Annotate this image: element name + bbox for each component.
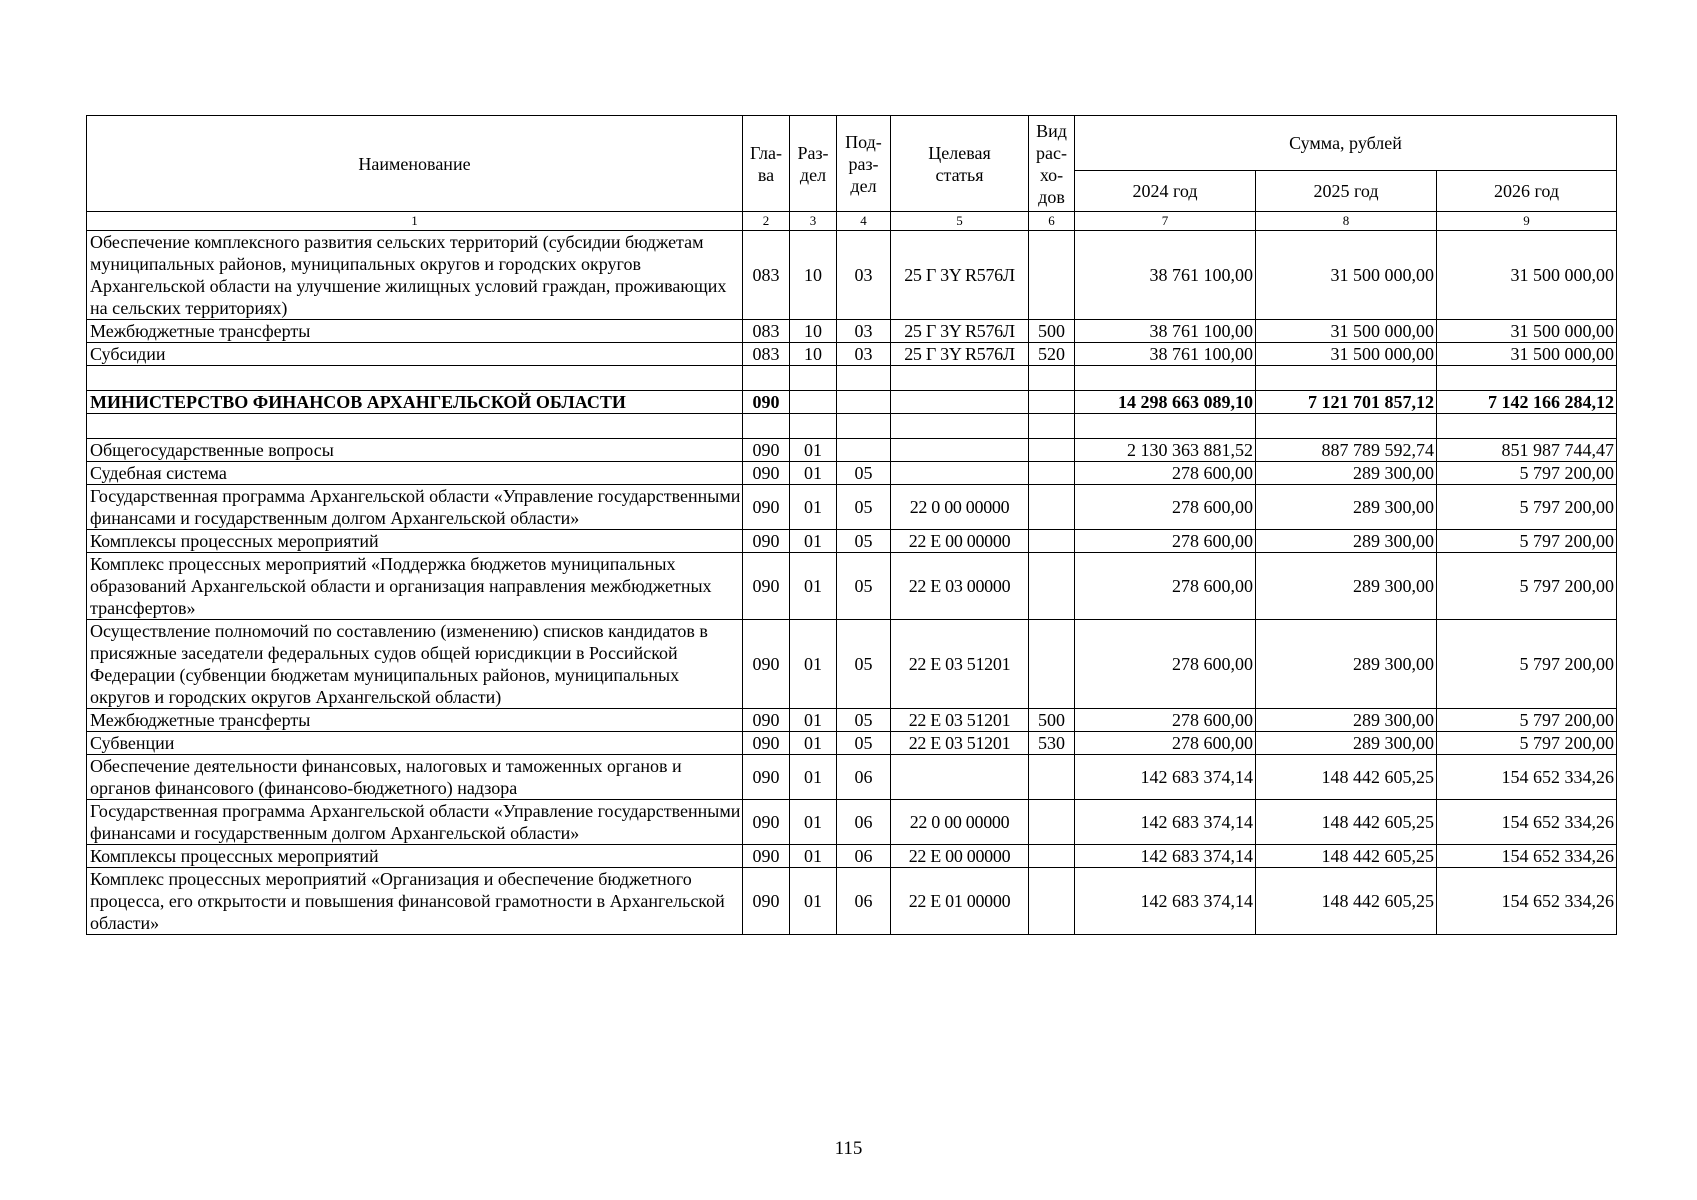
cell-razdel — [790, 366, 837, 391]
header-year-2025: 2025 год — [1256, 171, 1437, 212]
cell-expense-type — [1029, 553, 1075, 620]
cell-2025 — [1256, 366, 1437, 391]
table-row — [87, 343, 1617, 366]
cell-2026 — [1437, 414, 1617, 439]
cell-name: Комплекс процессных мероприятий «Организация и обеспечение бюджетного процесса, его открытости и повышения финансовой грамотности в Архангельской области» — [87, 868, 743, 935]
cell-razdel: 01 — [790, 755, 837, 800]
cell-expense-type — [1029, 391, 1075, 414]
cell-expense-type — [1029, 530, 1075, 553]
cell-podrazdel: 05 — [837, 620, 891, 709]
cell-target-article: 22 0 00 00000 — [891, 485, 1029, 530]
cell-razdel: 01 — [790, 868, 837, 935]
table-row — [87, 462, 1617, 485]
cell-2026 — [1437, 366, 1617, 391]
cell-razdel: 01 — [790, 553, 837, 620]
cell-2025: 7 121 701 857,12 — [1256, 391, 1437, 414]
cell-target-article — [891, 755, 1029, 800]
cell-expense-type: 520 — [1029, 343, 1075, 366]
cell-razdel: 10 — [790, 343, 837, 366]
cell-glava: 090 — [743, 485, 790, 530]
cell-2025: 289 300,00 — [1256, 485, 1437, 530]
table-row — [87, 620, 1617, 709]
cell-name: Комплексы процессных мероприятий — [87, 845, 743, 868]
cell-name: Субвенции — [87, 732, 743, 755]
cell-podrazdel — [837, 414, 891, 439]
cell-razdel: 01 — [790, 530, 837, 553]
cell-target-article: 22 0 00 00000 — [891, 800, 1029, 845]
cell-2024: 142 683 374,14 — [1075, 755, 1256, 800]
cell-2024: 278 600,00 — [1075, 732, 1256, 755]
cell-glava: 090 — [743, 462, 790, 485]
cell-glava: 090 — [743, 391, 790, 414]
cell-target-article — [891, 414, 1029, 439]
cell-2026: 31 500 000,00 — [1437, 231, 1617, 320]
cell-podrazdel — [837, 439, 891, 462]
cell-podrazdel: 05 — [837, 709, 891, 732]
cell-target-article: 22 Е 03 51201 — [891, 732, 1029, 755]
cell-razdel: 01 — [790, 462, 837, 485]
cell-expense-type — [1029, 439, 1075, 462]
cell-razdel — [790, 391, 837, 414]
budget-table — [86, 115, 1617, 935]
cell-podrazdel: 03 — [837, 231, 891, 320]
cell-glava: 090 — [743, 868, 790, 935]
table-row — [87, 485, 1617, 530]
cell-2026: 154 652 334,26 — [1437, 845, 1617, 868]
cell-name: Общегосударственные вопросы — [87, 439, 743, 462]
cell-2026: 7 142 166 284,12 — [1437, 391, 1617, 414]
cell-expense-type — [1029, 414, 1075, 439]
cell-glava: 090 — [743, 755, 790, 800]
column-number: 5 — [891, 212, 1029, 231]
table-row — [87, 732, 1617, 755]
column-number: 6 — [1029, 212, 1075, 231]
cell-2025 — [1256, 414, 1437, 439]
table-row-blank — [87, 366, 1617, 391]
cell-2024: 2 130 363 881,52 — [1075, 439, 1256, 462]
cell-name: Комплекс процессных мероприятий «Поддержка бюджетов муниципальных образований Архангельской области и организация направления межбюджетных трансфертов» — [87, 553, 743, 620]
column-number: 1 — [87, 212, 743, 231]
cell-name: МИНИСТЕРСТВО ФИНАНСОВ АРХАНГЕЛЬСКОЙ ОБЛАСТИ — [87, 391, 743, 414]
table-row — [87, 553, 1617, 620]
cell-2024: 38 761 100,00 — [1075, 231, 1256, 320]
header-year-2024: 2024 год — [1075, 171, 1256, 212]
cell-expense-type — [1029, 485, 1075, 530]
cell-2026: 5 797 200,00 — [1437, 709, 1617, 732]
cell-name: Обеспечение деятельности финансовых, налоговых и таможенных органов и органов финансового (финансово-бюджетного) надзора — [87, 755, 743, 800]
cell-target-article — [891, 462, 1029, 485]
cell-2025: 289 300,00 — [1256, 530, 1437, 553]
table-row — [87, 845, 1617, 868]
table-row — [87, 231, 1617, 320]
cell-expense-type — [1029, 231, 1075, 320]
cell-glava: 083 — [743, 320, 790, 343]
cell-2026: 31 500 000,00 — [1437, 320, 1617, 343]
cell-target-article — [891, 439, 1029, 462]
cell-glava: 083 — [743, 231, 790, 320]
cell-razdel: 01 — [790, 439, 837, 462]
cell-target-article: 22 Е 00 00000 — [891, 845, 1029, 868]
table-row-blank — [87, 414, 1617, 439]
cell-razdel: 01 — [790, 800, 837, 845]
cell-podrazdel: 06 — [837, 800, 891, 845]
cell-name: Межбюджетные трансферты — [87, 320, 743, 343]
cell-2025: 289 300,00 — [1256, 620, 1437, 709]
table-body — [87, 231, 1617, 935]
cell-expense-type: 530 — [1029, 732, 1075, 755]
cell-expense-type — [1029, 620, 1075, 709]
table-header — [87, 116, 1617, 231]
cell-2026: 5 797 200,00 — [1437, 485, 1617, 530]
cell-podrazdel: 05 — [837, 553, 891, 620]
cell-target-article: 22 Е 00 00000 — [891, 530, 1029, 553]
cell-glava: 083 — [743, 343, 790, 366]
cell-expense-type — [1029, 755, 1075, 800]
cell-name: Осуществление полномочий по составлению (изменению) списков кандидатов в присяжные заседатели федеральных судов общей юрисдикции в Российской Федерации (субвенции бюджетам муниципальных районов, муниципальных округов и городских округов Архангельской области) — [87, 620, 743, 709]
cell-podrazdel: 05 — [837, 530, 891, 553]
cell-2024: 14 298 663 089,10 — [1075, 391, 1256, 414]
cell-expense-type — [1029, 462, 1075, 485]
header-name: Наименование — [87, 116, 743, 212]
cell-name: Судебная система — [87, 462, 743, 485]
cell-razdel: 01 — [790, 620, 837, 709]
table-row — [87, 391, 1617, 414]
cell-2026: 154 652 334,26 — [1437, 800, 1617, 845]
cell-podrazdel: 05 — [837, 732, 891, 755]
cell-2025: 289 300,00 — [1256, 553, 1437, 620]
cell-podrazdel — [837, 366, 891, 391]
cell-2024: 278 600,00 — [1075, 485, 1256, 530]
table-row — [87, 530, 1617, 553]
table-row — [87, 755, 1617, 800]
cell-glava: 090 — [743, 439, 790, 462]
cell-razdel: 01 — [790, 709, 837, 732]
cell-glava — [743, 414, 790, 439]
header-target-article: Целевая статья — [891, 116, 1029, 212]
cell-2024: 38 761 100,00 — [1075, 343, 1256, 366]
cell-razdel — [790, 414, 837, 439]
cell-2025: 148 442 605,25 — [1256, 868, 1437, 935]
cell-razdel: 01 — [790, 845, 837, 868]
table-row — [87, 800, 1617, 845]
cell-podrazdel: 05 — [837, 462, 891, 485]
cell-target-article: 22 Е 01 00000 — [891, 868, 1029, 935]
cell-2026: 5 797 200,00 — [1437, 732, 1617, 755]
cell-2025: 148 442 605,25 — [1256, 800, 1437, 845]
header-year-2026: 2026 год — [1437, 171, 1617, 212]
table-row — [87, 320, 1617, 343]
cell-2024 — [1075, 366, 1256, 391]
cell-target-article: 25 Г 3Y R576Л — [891, 343, 1029, 366]
cell-name: Государственная программа Архангельской области «Управление государственными финансами и государственным долгом Архангельской области» — [87, 800, 743, 845]
cell-target-article — [891, 366, 1029, 391]
column-number: 3 — [790, 212, 837, 231]
cell-2026: 154 652 334,26 — [1437, 755, 1617, 800]
cell-glava: 090 — [743, 530, 790, 553]
cell-2025: 31 500 000,00 — [1256, 320, 1437, 343]
cell-name — [87, 366, 743, 391]
cell-name: Субсидии — [87, 343, 743, 366]
cell-2026: 154 652 334,26 — [1437, 868, 1617, 935]
cell-podrazdel — [837, 391, 891, 414]
cell-podrazdel: 03 — [837, 320, 891, 343]
cell-glava: 090 — [743, 732, 790, 755]
cell-razdel: 10 — [790, 231, 837, 320]
cell-glava: 090 — [743, 845, 790, 868]
table-row — [87, 439, 1617, 462]
header-sum: Сумма, рублей — [1075, 116, 1617, 171]
cell-name — [87, 414, 743, 439]
cell-podrazdel: 06 — [837, 868, 891, 935]
header-glava: Гла- ва — [743, 116, 790, 212]
column-number: 9 — [1437, 212, 1617, 231]
cell-name: Межбюджетные трансферты — [87, 709, 743, 732]
cell-expense-type: 500 — [1029, 320, 1075, 343]
cell-2025: 289 300,00 — [1256, 462, 1437, 485]
cell-glava — [743, 366, 790, 391]
cell-2026: 851 987 744,47 — [1437, 439, 1617, 462]
cell-target-article: 25 Г 3Y R576Л — [891, 231, 1029, 320]
cell-podrazdel: 06 — [837, 845, 891, 868]
header-podrazdel: Под- раз- дел — [837, 116, 891, 212]
cell-expense-type — [1029, 845, 1075, 868]
cell-2024: 278 600,00 — [1075, 709, 1256, 732]
cell-2025: 289 300,00 — [1256, 732, 1437, 755]
cell-2026: 5 797 200,00 — [1437, 553, 1617, 620]
table-row — [87, 868, 1617, 935]
cell-2026: 31 500 000,00 — [1437, 343, 1617, 366]
cell-razdel: 10 — [790, 320, 837, 343]
cell-glava: 090 — [743, 800, 790, 845]
cell-expense-type: 500 — [1029, 709, 1075, 732]
table-row — [87, 709, 1617, 732]
cell-2024: 38 761 100,00 — [1075, 320, 1256, 343]
column-number: 7 — [1075, 212, 1256, 231]
cell-target-article: 22 Е 03 51201 — [891, 709, 1029, 732]
cell-2026: 5 797 200,00 — [1437, 462, 1617, 485]
cell-2025: 31 500 000,00 — [1256, 343, 1437, 366]
page-number: 115 — [834, 1138, 863, 1159]
cell-2024 — [1075, 414, 1256, 439]
column-number: 4 — [837, 212, 891, 231]
cell-target-article: 22 Е 03 51201 — [891, 620, 1029, 709]
cell-name: Комплексы процессных мероприятий — [87, 530, 743, 553]
cell-target-article: 22 Е 03 00000 — [891, 553, 1029, 620]
cell-2025: 148 442 605,25 — [1256, 845, 1437, 868]
header-expense-type: Вид рас- хо- дов — [1029, 116, 1075, 212]
cell-2026: 5 797 200,00 — [1437, 620, 1617, 709]
cell-glava: 090 — [743, 620, 790, 709]
cell-2025: 887 789 592,74 — [1256, 439, 1437, 462]
cell-podrazdel: 03 — [837, 343, 891, 366]
cell-2026: 5 797 200,00 — [1437, 530, 1617, 553]
cell-expense-type — [1029, 868, 1075, 935]
cell-2025: 31 500 000,00 — [1256, 231, 1437, 320]
column-number: 2 — [743, 212, 790, 231]
cell-2024: 142 683 374,14 — [1075, 845, 1256, 868]
cell-2024: 278 600,00 — [1075, 620, 1256, 709]
cell-expense-type — [1029, 800, 1075, 845]
cell-glava: 090 — [743, 709, 790, 732]
cell-glava: 090 — [743, 553, 790, 620]
cell-2024: 142 683 374,14 — [1075, 800, 1256, 845]
cell-2024: 278 600,00 — [1075, 462, 1256, 485]
cell-target-article: 25 Г 3Y R576Л — [891, 320, 1029, 343]
cell-2024: 142 683 374,14 — [1075, 868, 1256, 935]
cell-target-article — [891, 391, 1029, 414]
cell-2025: 289 300,00 — [1256, 709, 1437, 732]
cell-2025: 148 442 605,25 — [1256, 755, 1437, 800]
cell-2024: 278 600,00 — [1075, 530, 1256, 553]
cell-2024: 278 600,00 — [1075, 553, 1256, 620]
column-number-row — [87, 212, 1617, 231]
header-razdel: Раз- дел — [790, 116, 837, 212]
cell-expense-type — [1029, 366, 1075, 391]
cell-razdel: 01 — [790, 485, 837, 530]
column-number: 8 — [1256, 212, 1437, 231]
cell-razdel: 01 — [790, 732, 837, 755]
cell-podrazdel: 05 — [837, 485, 891, 530]
cell-name: Государственная программа Архангельской области «Управление государственными финансами и государственным долгом Архангельской области» — [87, 485, 743, 530]
cell-name: Обеспечение комплексного развития сельских территорий (субсидии бюджетам муниципальных районов, муниципальных округов и городских округов Архангельской области на улучшение жилищных условий граждан, проживающих на сельских территориях) — [87, 231, 743, 320]
cell-podrazdel: 06 — [837, 755, 891, 800]
